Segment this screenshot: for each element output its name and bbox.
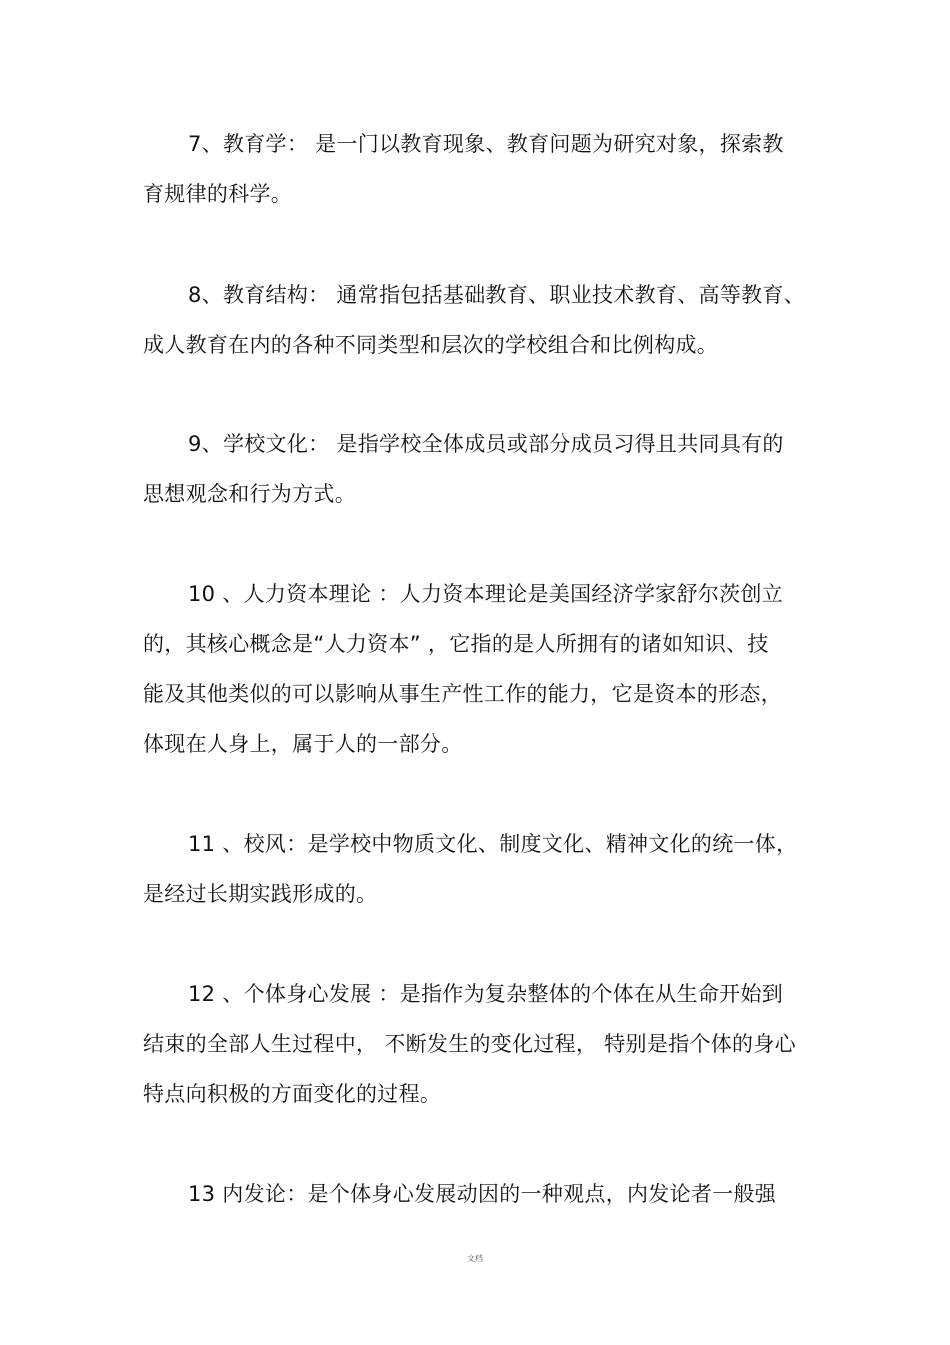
definition-7-line-2: 育规律的科学。 xyxy=(143,182,293,206)
definition-7-line-1: 7、教育学： 是一门以教育现象、教育问题为研究对象，探索教 xyxy=(188,132,784,156)
definition-8-line-1: 8、教育结构： 通常指包括基础教育、职业技术教育、高等教育、 xyxy=(188,283,806,307)
definition-12-line-2: 结束的全部人生过程中， 不断发生的变化过程， 特别是指个体的身心 xyxy=(143,1032,796,1056)
definition-13-line-1: 13 内发论：是个体身心发展动因的一种观点，内发论者一般强 xyxy=(188,1182,777,1206)
definition-10-line-1: 10 、人力资本理论 ：人力资本理论是美国经济学家舒尔茨创立 xyxy=(188,582,784,606)
definition-10-line-3: 能及其他类似的可以影响从事生产性工作的能力，它是资本的形态， xyxy=(143,682,782,706)
definition-11-line-1: 11 、校风：是学校中物质文化、制度文化、精神文化的统一体， xyxy=(188,832,798,856)
page-footer: 文档 xyxy=(467,1254,483,1263)
definition-9-line-2: 思想观念和行为方式。 xyxy=(143,482,356,506)
definition-10-line-2: 的，其核心概念是“人力资本” ，它指的是人所拥有的诸如知识、技 xyxy=(143,632,769,656)
definition-12-line-3: 特点向积极的方面变化的过程。 xyxy=(143,1082,442,1106)
definition-8-line-2: 成人教育在内的各种不同类型和层次的学校组合和比例构成。 xyxy=(143,333,719,357)
definition-9-line-1: 9、学校文化： 是指学校全体成员或部分成员习得且共同具有的 xyxy=(188,432,784,456)
definition-11-line-2: 是经过长期实践形成的。 xyxy=(143,882,378,906)
definition-10-line-4: 体现在人身上，属于人的一部分。 xyxy=(143,732,463,756)
definition-12-line-1: 12 、个体身心发展 ：是指作为复杂整体的个体在从生命开始到 xyxy=(188,982,784,1006)
